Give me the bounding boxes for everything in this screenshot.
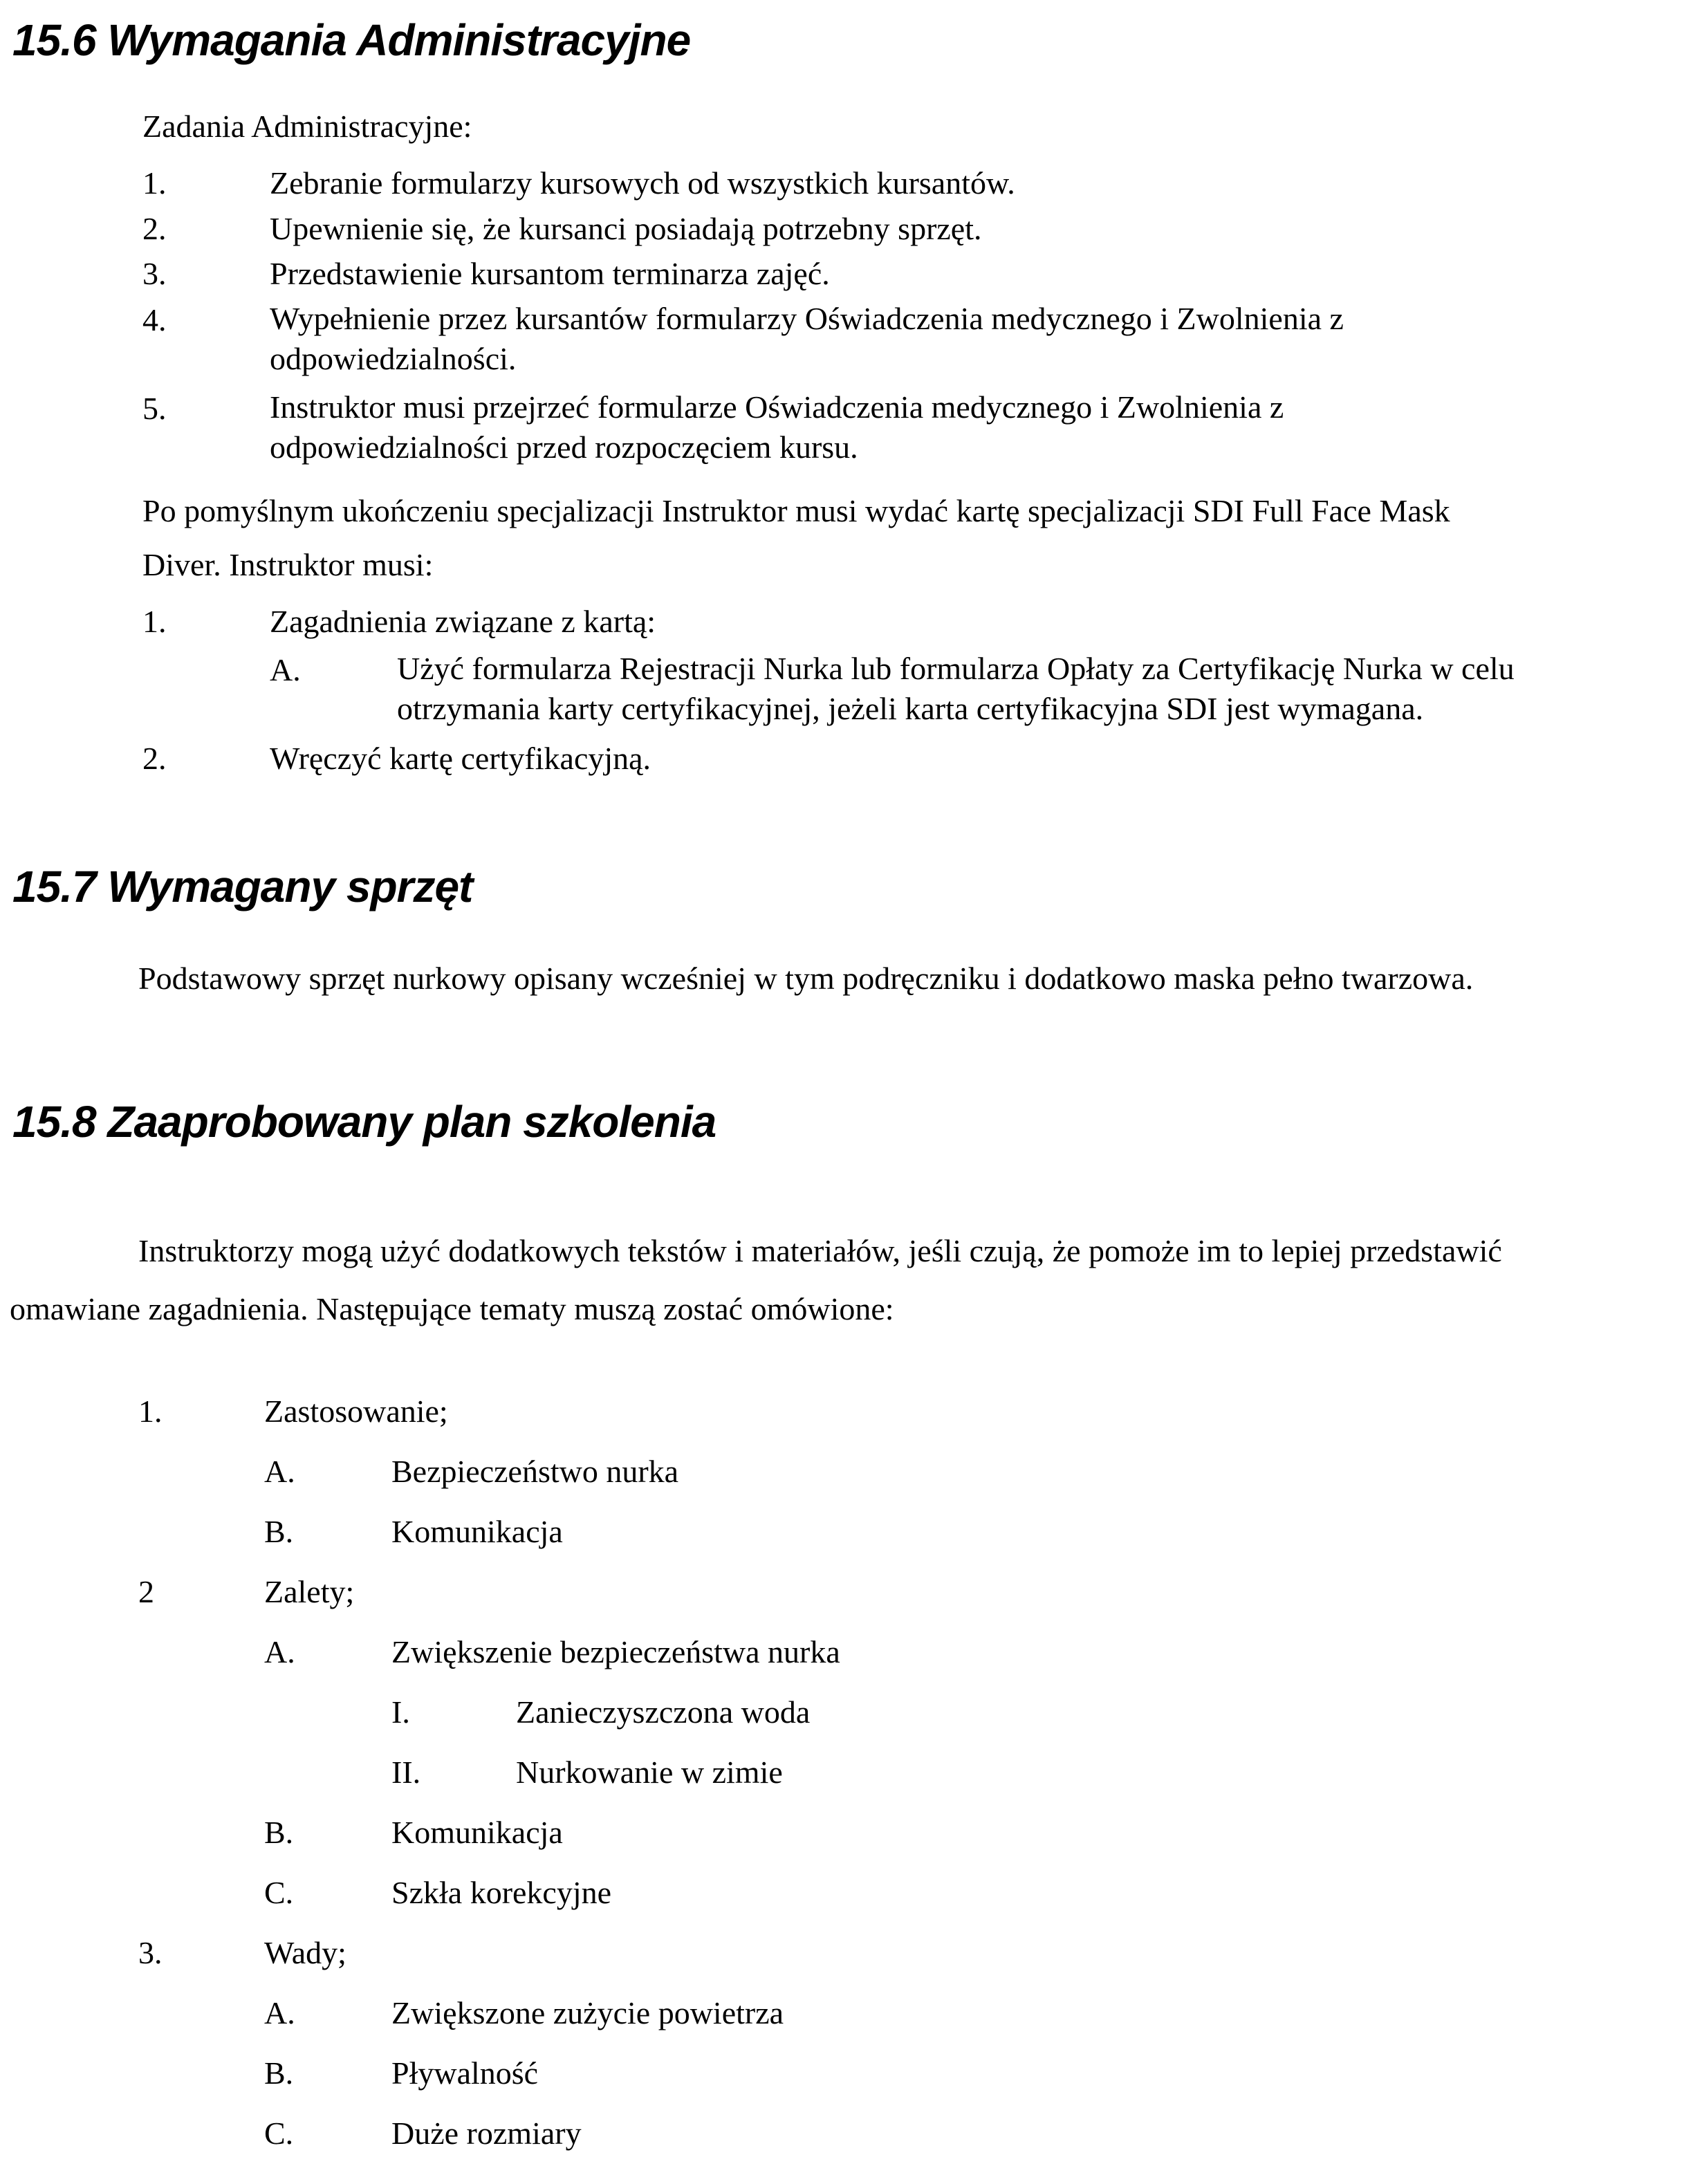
outline-text: Nurkowanie w zimie — [516, 1755, 783, 1790]
admin-item-text: Wypełnienie przez kursantów formularzy Oświadczenia medycznego i Zwolnienia z odpowiedzialności. — [270, 301, 1344, 376]
outline-letter: C. — [264, 2116, 294, 2151]
outline-roman: II. — [391, 1755, 421, 1790]
outline-letter: B. — [264, 2055, 294, 2091]
admin-item-number: 2. — [142, 211, 167, 246]
admin-item-number: 5. — [142, 391, 167, 426]
admin-tasks-intro: Zadania Administracyjne: — [142, 109, 472, 144]
card-item-number: 2. — [142, 741, 167, 776]
outline-letter: C. — [264, 1875, 294, 1910]
section-15-8-heading: 15.8 Zaaprobowany plan szkolenia — [12, 1097, 716, 1147]
outline-text: Duże rozmiary — [391, 2116, 582, 2151]
admin-item-text: Instruktor musi przejrzeć formularze Oświadczenia medycznego i Zwolnienia z odpowiedzialności przed rozpoczęciem kursu. — [270, 389, 1284, 465]
outline-letter: A. — [264, 1634, 295, 1669]
completion-text-line-1: Po pomyślnym ukończeniu specjalizacji Instruktor musi wydać kartę specjalizacji SDI Full Face Mask — [142, 493, 1450, 528]
outline-text: Zastosowanie; — [264, 1394, 448, 1429]
outline-text: Wady; — [264, 1935, 346, 1970]
outline-text: Zalety; — [264, 1574, 355, 1609]
outline-text: Szkła korekcyjne — [391, 1875, 612, 1910]
training-plan-intro-line-1: Instruktorzy mogą użyć dodatkowych tekstów i materiałów, jeśli czują, że pomoże im to lepiej przedstawić — [138, 1233, 1502, 1268]
admin-item-text: Zebranie formularzy kursowych od wszystkich kursantów. — [270, 165, 1015, 201]
admin-item-number: 4. — [142, 302, 167, 337]
outline-number: 1. — [138, 1394, 163, 1429]
admin-item-text: Upewnienie się, że kursanci posiadają potrzebny sprzęt. — [270, 211, 982, 246]
required-equipment-text: Podstawowy sprzęt nurkowy opisany wcześniej w tym podręczniku i dodatkowo maska pełno twarzowa. — [138, 961, 1474, 996]
card-item-text: Wręczyć kartę certyfikacyjną. — [270, 741, 651, 776]
outline-letter: A. — [264, 1454, 295, 1489]
outline-number: 2 — [138, 1574, 154, 1609]
section-15-6-heading: 15.6 Wymagania Administracyjne — [12, 15, 691, 65]
card-subitem-letter: A. — [270, 652, 301, 687]
outline-text: Bezpieczeństwo nurka — [391, 1454, 679, 1489]
outline-letter: A. — [264, 1995, 295, 2030]
outline-number: 3. — [138, 1935, 163, 1970]
admin-item-number: 3. — [142, 256, 167, 291]
outline-letter: B. — [264, 1514, 294, 1549]
outline-text: Zwiększone zużycie powietrza — [391, 1995, 784, 2030]
outline-text: Pływalność — [391, 2055, 539, 2091]
admin-item-number: 1. — [142, 165, 167, 201]
training-plan-intro-line-2: omawiane zagadnienia. Następujące tematy muszą zostać omówione: — [10, 1291, 894, 1326]
outline-roman: I. — [391, 1694, 410, 1730]
outline-text: Zanieczyszczona woda — [516, 1694, 811, 1730]
outline-text: Komunikacja — [391, 1815, 563, 1850]
section-15-7-heading: 15.7 Wymagany sprzęt — [12, 862, 473, 911]
admin-item-text: Przedstawienie kursantom terminarza zajęć. — [270, 256, 830, 291]
outline-text: Zwiększenie bezpieczeństwa nurka — [391, 1634, 840, 1669]
outline-text: Komunikacja — [391, 1514, 563, 1549]
completion-text-line-2: Diver. Instruktor musi: — [142, 547, 434, 582]
card-item-number: 1. — [142, 604, 167, 639]
card-subitem-text: Użyć formularza Rejestracji Nurka lub formularza Opłaty za Certyfikację Nurka w celu otrzymania karty certyfikacyjnej, jeżeli karta certyfikacyjna SDI jest wymagana. — [397, 651, 1515, 726]
outline-letter: B. — [264, 1815, 294, 1850]
card-item-text: Zagadnienia związane z kartą: — [270, 604, 656, 639]
